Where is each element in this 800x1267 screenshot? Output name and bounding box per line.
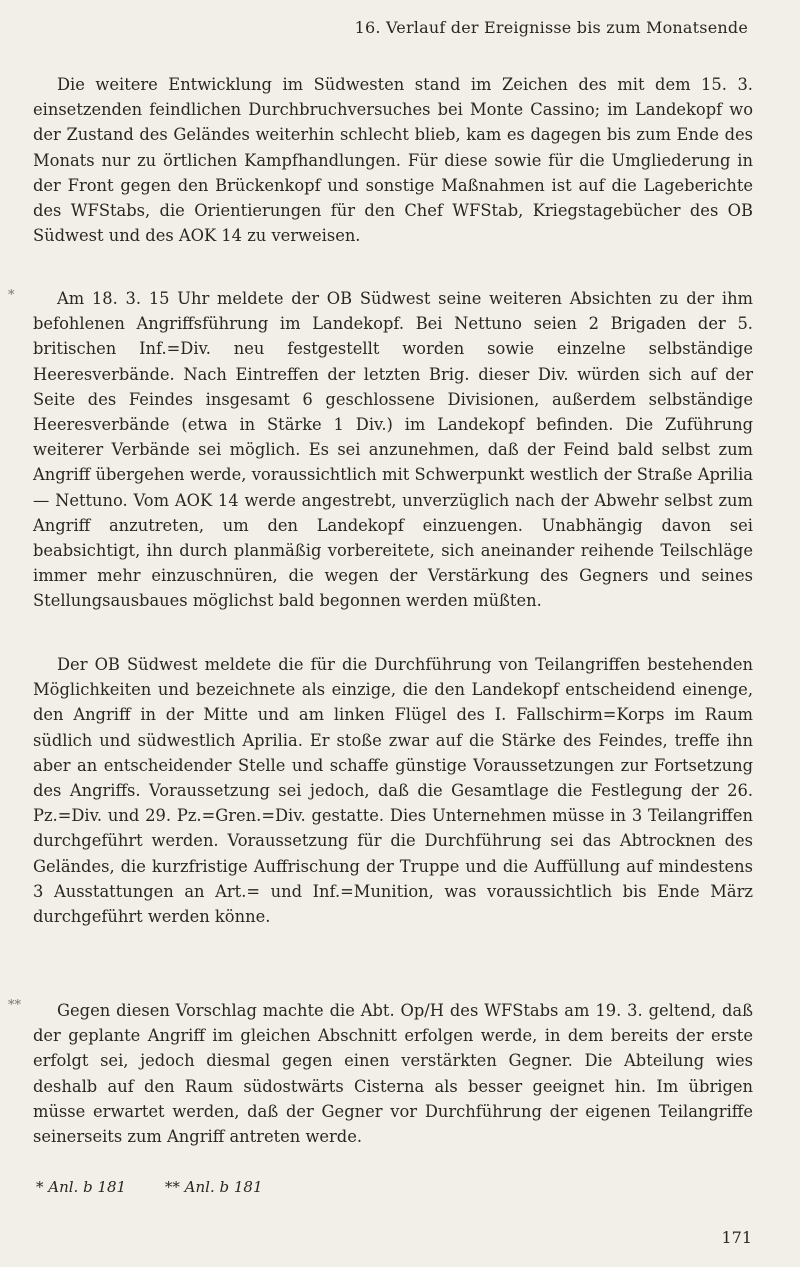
- page-number: 171: [721, 1228, 752, 1247]
- paragraph-text: Am 18. 3. 15 Uhr meldete der OB Südwest seine weiteren Absichten zu der ihm befohlenen Angriffsführung im Landekopf. Bei Nettuno seien 2 Brigaden der 5. britischen Inf.=Div. neu festgestellt worden sowie einzelne selbständige Heeresverbände. Nach Eintreffen der letzten Brig. dieser Div. würden sich auf der Seite des Feindes insgesamt 6 geschlossene Divisionen, außerdem selbständige Heeresverbände (etwa in Stärke 1 Div.) im Landekopf befinden. Die Zuführung weiterer Verbände sei möglich. Es sei anzunehmen, daß der Feind bald selbst zum Angriff übergehen werde, voraussichtlich mit Schwerpunkt westlich der Straße Aprilia — Nettuno. Vom AOK 14 werde angestrebt, unverzüglich nach der Abwehr selbst zum Angriff anzutreten, um den Landekopf einzuengen. Unabhängig davon sei beabsichtigt, ihn durch planmäßig vorbereitete, sich aneinander reihende Teilschläge immer mehr einzuschnüren, die wegen der Verstärkung des Gegners und seines Stellungsausbaues möglichst bald begonnen werden müßten.: [33, 289, 753, 611]
- paragraph-text: Gegen diesen Vorschlag machte die Abt. Op/H des WFStabs am 19. 3. geltend, daß der geplante Angriff im gleichen Abschnitt erfolgen werde, in dem bereits der erste erfolgt sei, jedoch diesmal gegen einen verstärkten Gegner. Die Abteilung wies deshalb auf den Raum südostwärts Cisterna als besser geeignet hin. Im übrigen müsse erwartet werden, daß der Gegner vor Durchführung der eigenen Teilangriffe seinerseits zum Angriff antreten werde.: [33, 1001, 753, 1147]
- footnotes: [36, 1178, 297, 1196]
- paragraph-text: Die weitere Entwicklung im Südwesten stand im Zeichen des mit dem 15. 3. einsetzenden feindlichen Durchbruchversuches bei Monte Cassino; im Landekopf wo der Zustand des Geländes weiterhin schlecht blieb, kam es dagegen bis zum Ende des Monats nur zu örtlichen Kampfhandlungen. Für diese sowie für die Umgliederung in der Front gegen den Brückenkopf und sonstige Maßnahmen ist auf die Lageberichte des WFStabs, die Orientierungen für den Chef WFStab, Kriegstagebücher des OB Südwest und des AOK 14 zu verweisen.: [33, 75, 753, 246]
- footnote-marker-1: *: [8, 288, 15, 303]
- paragraph-4: [33, 998, 753, 1149]
- paragraph-2: [33, 286, 753, 614]
- running-head: 16. Verlauf der Ereignisse bis zum Monatsende: [354, 18, 748, 37]
- footnote-1: * Anl. b 181: [36, 1178, 127, 1196]
- footnote-marker-2: **: [8, 998, 21, 1013]
- paragraph-3: [33, 652, 753, 929]
- footnote-2: ** Anl. b 181: [164, 1178, 263, 1196]
- paragraph-text: Der OB Südwest meldete die für die Durchführung von Teilangriffen bestehenden Möglichkeiten und bezeichnete als einzige, die den Landekopf entscheidend einenge, den Angriff in der Mitte und am linken Flügel des I. Fallschirm=Korps im Raum südlich und südwestlich Aprilia. Er stoße zwar auf die Stärke des Feindes, treffe ihn aber an entscheidender Stelle und schaffe günstige Voraussetzungen zur Fortsetzung des Angriffs. Voraussetzung sei jedoch, daß die Gesamtlage die Festlegung der 26. Pz.=Div. und 29. Pz.=Gren.=Div. gestatte. Dies Unternehmen müsse in 3 Teilangriffen durchgeführt werden. Voraussetzung für die Durchführung sei das Abtrocknen des Geländes, die kurzfristige Auffrischung der Truppe und die Auffüllung auf mindestens 3 Ausstattungen an Art.= und Inf.=Munition, was voraussichtlich bis Ende März durchgeführt werden könne.: [33, 655, 753, 927]
- paragraph-1: [33, 72, 753, 248]
